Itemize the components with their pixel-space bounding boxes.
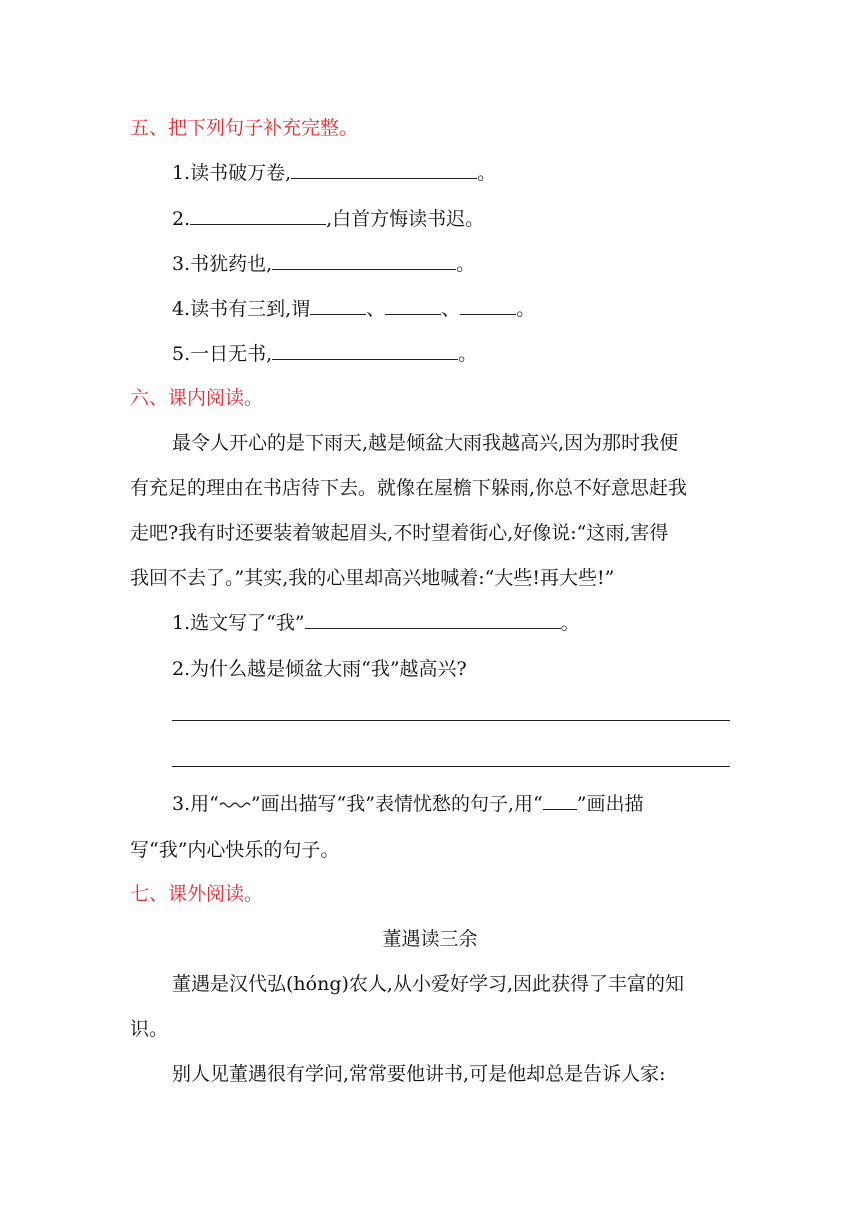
fill-item-5 [172, 342, 772, 366]
fill-item-4-prefix: 4.读书有三到,谓 [172, 298, 311, 320]
blank-3[interactable] [272, 252, 456, 270]
section-7-heading: 七、课外阅读。 [130, 883, 264, 905]
fill-item-2-suffix: ,白首方悔读书迟。 [326, 208, 485, 230]
fill-item-1 [172, 161, 772, 185]
question-6-2: 2.为什么越是倾盆大雨“我”越高兴? [172, 658, 467, 680]
fill-item-4 [172, 297, 772, 321]
fill-item-4-sep2: 、 [441, 298, 461, 320]
passage-7-line-1: 董遇是汉代弘(hóng)农人,从小爱好学习,因此获得了丰富的知 [172, 973, 684, 995]
fill-item-2 [172, 207, 772, 231]
section-6-heading: 六、课内阅读。 [130, 387, 264, 409]
blank-2[interactable] [190, 207, 326, 225]
blank-q1[interactable] [305, 611, 561, 629]
question-6-1-prefix: 1.选文写了“我” [172, 612, 305, 634]
question-6-1-suffix: 。 [560, 612, 580, 634]
fill-item-3-suffix: 。 [456, 253, 476, 275]
fill-item-2-prefix: 2. [172, 208, 191, 230]
blank-4a[interactable] [310, 297, 366, 315]
passage-7-line-2: 识。 [130, 1018, 169, 1040]
passage-6-line-4: 我回不去了。”其实,我的心里却高兴地喊着:“大些!再大些!” [130, 567, 615, 589]
fill-item-4-sep1: 、 [366, 298, 386, 320]
fill-item-1-suffix: 。 [477, 162, 497, 184]
passage-7-line-3: 别人见董遇很有学问,常常要他讲书,可是他却总是告诉人家: [172, 1063, 666, 1085]
blank-1[interactable] [291, 161, 477, 179]
section-5-heading: 五、把下列句子补充完整。 [130, 117, 359, 139]
question-6-3-part3: ”画出描 [576, 793, 644, 815]
answer-line-1[interactable] [172, 720, 730, 721]
answer-line-2[interactable] [172, 766, 730, 767]
question-6-1 [172, 611, 772, 635]
fill-item-5-suffix: 。 [458, 343, 478, 365]
fill-item-1-prefix: 1.读书破万卷, [172, 162, 292, 184]
question-6-3 [172, 792, 772, 816]
blank-4c[interactable] [460, 297, 516, 315]
passage-6-line-3: 走吧?我有时还要装着皱起眉头,不时望着街心,好像说:“这雨,害得 [130, 522, 669, 544]
fill-item-3 [172, 252, 772, 276]
fill-item-4-suffix: 。 [516, 298, 536, 320]
question-6-3-line-2: 写“我”内心快乐的句子。 [130, 839, 340, 861]
wavy-line-icon [219, 799, 251, 809]
story-title: 董遇读三余 [382, 928, 478, 950]
question-6-3-part2: ”画出描写“我”表情忧愁的句子,用“ [250, 793, 543, 815]
passage-6-line-2: 有充足的理由在书店待下去。就像在屋檐下躲雨,你总不好意思赶我 [130, 477, 688, 499]
straight-line-icon [543, 794, 577, 810]
question-6-3-part1: 3.用“ [172, 793, 219, 815]
blank-5[interactable] [272, 342, 458, 360]
fill-item-5-prefix: 5.一日无书, [172, 343, 273, 365]
passage-6-line-1: 最令人开心的是下雨天,越是倾盆大雨我越高兴,因为那时我便 [172, 432, 679, 454]
blank-4b[interactable] [385, 297, 441, 315]
fill-item-3-prefix: 3.书犹药也, [172, 253, 273, 275]
